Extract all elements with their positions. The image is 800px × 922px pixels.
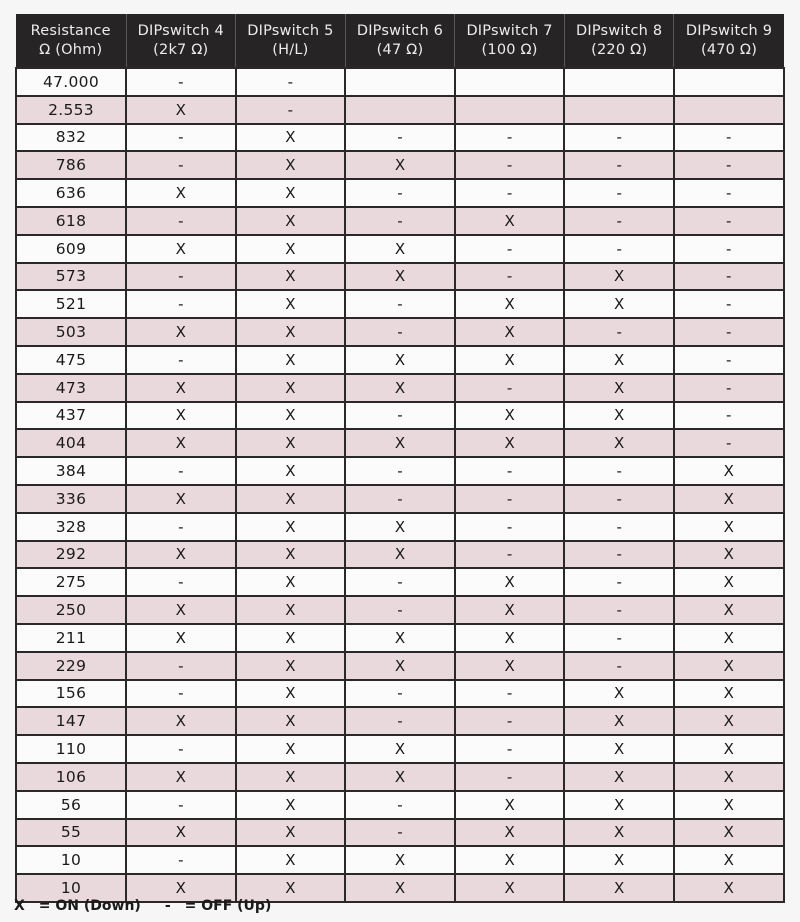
switch-state-cell: X (236, 763, 346, 791)
switch-state-cell: - (455, 374, 565, 402)
switch-state-cell: X (236, 457, 346, 485)
switch-state-cell: X (455, 207, 565, 235)
switch-state-cell: X (455, 874, 565, 902)
resistance-cell: 156 (16, 680, 126, 708)
switch-state-cell: - (564, 513, 674, 541)
table-row (16, 290, 784, 318)
switch-state-cell: - (674, 179, 784, 207)
switch-state-cell: X (455, 346, 565, 374)
legend-on-text: = ON (Down) (38, 898, 141, 914)
resistance-cell: 573 (16, 263, 126, 291)
switch-state-cell: X (345, 541, 455, 569)
switch-state-cell: X (236, 541, 346, 569)
switch-state-cell: X (236, 819, 346, 847)
header-title: DIPswitch 5 (247, 22, 334, 39)
switch-state-cell: - (674, 346, 784, 374)
resistance-cell: 404 (16, 429, 126, 457)
switch-state-cell: - (674, 151, 784, 179)
switch-state-cell: X (345, 263, 455, 291)
switch-state-cell: X (564, 763, 674, 791)
switch-state-cell: - (455, 485, 565, 513)
table-row (16, 707, 784, 735)
header-dipswitch (126, 14, 236, 68)
table-row (16, 846, 784, 874)
table-row (16, 596, 784, 624)
switch-state-cell: X (126, 763, 236, 791)
table-row (16, 207, 784, 235)
table-row (16, 763, 784, 791)
switch-state-cell: X (236, 263, 346, 291)
switch-state-cell: X (564, 819, 674, 847)
switch-state-cell: - (126, 346, 236, 374)
switch-state-cell: X (126, 96, 236, 124)
switch-state-cell: - (345, 707, 455, 735)
header-dipswitch (564, 14, 674, 68)
switch-state-cell: X (455, 846, 565, 874)
switch-state-cell: - (564, 124, 674, 152)
switch-state-cell: - (345, 485, 455, 513)
switch-state-cell: - (345, 791, 455, 819)
switch-state-cell: X (126, 429, 236, 457)
switch-state-cell: - (455, 707, 565, 735)
switch-state-cell: X (236, 151, 346, 179)
switch-state-cell: - (126, 680, 236, 708)
switch-state-cell: X (345, 874, 455, 902)
switch-state-cell: - (564, 568, 674, 596)
switch-state-cell: X (345, 429, 455, 457)
header-subtitle: (100 Ω) (481, 41, 538, 58)
switch-state-cell: - (126, 290, 236, 318)
switch-state-cell: X (126, 374, 236, 402)
header-title: Resistance (30, 22, 111, 39)
switch-state-cell: X (674, 624, 784, 652)
switch-state-cell: X (674, 735, 784, 763)
switch-state-cell: X (455, 791, 565, 819)
switch-state-cell: - (455, 735, 565, 763)
switch-state-cell: - (674, 290, 784, 318)
switch-state-cell: X (455, 402, 565, 430)
switch-state-cell: - (674, 374, 784, 402)
switch-state-cell: - (345, 207, 455, 235)
header-title: DIPswitch 4 (137, 22, 224, 39)
switch-state-cell: X (674, 652, 784, 680)
switch-state-cell: X (236, 429, 346, 457)
resistance-cell: 55 (16, 819, 126, 847)
header-dipswitch (236, 14, 346, 68)
switch-state-cell: X (564, 374, 674, 402)
switch-state-cell: - (564, 652, 674, 680)
switch-state-cell: X (674, 707, 784, 735)
switch-state-cell: X (674, 457, 784, 485)
switch-state-cell: X (455, 652, 565, 680)
resistance-cell: 384 (16, 457, 126, 485)
resistance-cell: 328 (16, 513, 126, 541)
table-row (16, 68, 784, 96)
resistance-cell: 106 (16, 763, 126, 791)
switch-state-cell: - (674, 235, 784, 263)
switch-state-cell: X (236, 735, 346, 763)
switch-state-cell: - (455, 179, 565, 207)
switch-state-cell: X (126, 596, 236, 624)
legend-off-symbol: - (164, 898, 171, 914)
switch-state-cell: X (126, 402, 236, 430)
switch-state-cell: - (564, 318, 674, 346)
switch-state-cell: X (455, 568, 565, 596)
header-dipswitch (455, 14, 565, 68)
switch-state-cell: X (564, 735, 674, 763)
switch-state-cell: X (674, 874, 784, 902)
table-row (16, 735, 784, 763)
switch-state-cell: X (236, 402, 346, 430)
switch-state-cell: - (126, 207, 236, 235)
header-subtitle: (2k7 Ω) (153, 41, 209, 58)
switch-state-cell: X (236, 374, 346, 402)
switch-state-cell: X (455, 290, 565, 318)
switch-state-cell: X (564, 290, 674, 318)
switch-state-cell: X (564, 429, 674, 457)
header-subtitle: (220 Ω) (591, 41, 648, 58)
switch-state-cell (455, 96, 565, 124)
switch-state-cell: - (126, 846, 236, 874)
switch-state-cell: X (345, 374, 455, 402)
switch-state-cell: X (236, 346, 346, 374)
switch-state-cell: - (455, 680, 565, 708)
switch-state-cell: X (345, 624, 455, 652)
switch-state-cell: X (236, 596, 346, 624)
table-row (16, 318, 784, 346)
table-row (16, 263, 784, 291)
switch-state-cell: X (236, 680, 346, 708)
switch-state-cell: X (126, 874, 236, 902)
switch-state-cell: X (126, 624, 236, 652)
switch-state-cell: X (345, 346, 455, 374)
resistance-cell: 47.000 (16, 68, 126, 96)
switch-state-cell: X (236, 652, 346, 680)
switch-state-cell: - (126, 568, 236, 596)
table-row (16, 513, 784, 541)
switch-state-cell: - (345, 402, 455, 430)
switch-state-cell: X (236, 624, 346, 652)
switch-state-cell: - (455, 763, 565, 791)
switch-state-cell: - (126, 513, 236, 541)
header-title: DIPswitch 8 (576, 22, 663, 39)
table-row (16, 346, 784, 374)
switch-state-cell: X (126, 179, 236, 207)
switch-state-cell (564, 96, 674, 124)
switch-state-cell: - (674, 318, 784, 346)
switch-state-cell: X (455, 819, 565, 847)
table-row (16, 179, 784, 207)
switch-state-cell: - (345, 290, 455, 318)
switch-state-cell: X (126, 235, 236, 263)
switch-state-cell: - (126, 68, 236, 96)
switch-state-cell: - (455, 235, 565, 263)
switch-state-cell: X (236, 707, 346, 735)
switch-state-cell: X (345, 151, 455, 179)
resistance-cell: 2.553 (16, 96, 126, 124)
resistance-cell: 211 (16, 624, 126, 652)
switch-state-cell: X (564, 846, 674, 874)
header-resistance (16, 14, 126, 68)
resistance-cell: 521 (16, 290, 126, 318)
switch-state-cell: X (236, 235, 346, 263)
switch-state-cell: X (455, 429, 565, 457)
switch-state-cell: X (126, 707, 236, 735)
table-row (16, 652, 784, 680)
table-row (16, 541, 784, 569)
switch-state-cell (345, 68, 455, 96)
resistance-cell: 636 (16, 179, 126, 207)
switch-state-cell: X (236, 485, 346, 513)
switch-state-cell: X (345, 763, 455, 791)
switch-state-cell: X (126, 819, 236, 847)
table-row (16, 791, 784, 819)
switch-state-cell: X (674, 541, 784, 569)
switch-state-cell: X (345, 652, 455, 680)
switch-state-cell: X (564, 402, 674, 430)
switch-state-cell: - (455, 513, 565, 541)
legend-on-symbol: X (14, 898, 25, 914)
switch-state-cell: X (564, 791, 674, 819)
switch-state-cell: - (126, 151, 236, 179)
table-row (16, 235, 784, 263)
switch-state-cell (345, 96, 455, 124)
switch-state-cell: X (674, 819, 784, 847)
table-row (16, 151, 784, 179)
switch-state-cell: - (345, 596, 455, 624)
switch-state-cell: X (236, 290, 346, 318)
resistance-cell: 147 (16, 707, 126, 735)
table-row (16, 624, 784, 652)
header-subtitle: (470 Ω) (700, 41, 758, 58)
switch-state-cell: X (674, 485, 784, 513)
switch-state-cell: - (345, 124, 455, 152)
switch-state-cell: X (126, 318, 236, 346)
resistance-cell: 275 (16, 568, 126, 596)
resistance-cell: 250 (16, 596, 126, 624)
resistance-cell: 10 (16, 846, 126, 874)
switch-state-cell: X (564, 707, 674, 735)
resistance-cell: 437 (16, 402, 126, 430)
switch-state-cell: X (455, 624, 565, 652)
switch-state-cell: - (564, 485, 674, 513)
switch-state-cell: - (345, 179, 455, 207)
table-row (16, 429, 784, 457)
legend-off-text: = OFF (Up) (184, 898, 272, 914)
resistance-cell: 475 (16, 346, 126, 374)
header-title: DIPswitch 9 (685, 22, 773, 39)
switch-state-cell: - (236, 68, 346, 96)
resistance-table (15, 14, 785, 903)
switch-state-cell: X (126, 541, 236, 569)
switch-state-cell: X (455, 318, 565, 346)
switch-state-cell (674, 68, 784, 96)
switch-state-cell: - (674, 429, 784, 457)
switch-state-cell: X (236, 318, 346, 346)
switch-state-cell: X (236, 874, 346, 902)
switch-state-cell: - (564, 457, 674, 485)
switch-state-cell: X (345, 735, 455, 763)
switch-state-cell: - (345, 318, 455, 346)
switch-state-cell: - (126, 263, 236, 291)
resistance-cell: 473 (16, 374, 126, 402)
switch-state-cell: X (674, 596, 784, 624)
switch-state-cell (564, 68, 674, 96)
switch-state-cell: - (455, 541, 565, 569)
switch-state-cell: X (345, 846, 455, 874)
header-dipswitch (674, 14, 784, 68)
resistance-cell: 10 (16, 874, 126, 902)
table-row (16, 568, 784, 596)
switch-state-cell: - (345, 568, 455, 596)
switch-state-cell: - (455, 151, 565, 179)
switch-state-cell: - (345, 680, 455, 708)
resistance-cell: 618 (16, 207, 126, 235)
resistance-cell: 609 (16, 235, 126, 263)
switch-state-cell: X (674, 680, 784, 708)
switch-state-cell: - (674, 124, 784, 152)
resistance-cell: 503 (16, 318, 126, 346)
switch-state-cell: - (564, 151, 674, 179)
header-subtitle: (H/L) (272, 41, 309, 58)
header-title: DIPswitch 7 (466, 22, 553, 39)
resistance-cell: 229 (16, 652, 126, 680)
switch-state-cell: X (236, 568, 346, 596)
switch-state-cell: - (674, 207, 784, 235)
switch-state-cell: X (455, 596, 565, 624)
table-body (16, 68, 784, 902)
switch-state-cell: - (455, 124, 565, 152)
switch-state-cell: - (564, 235, 674, 263)
switch-state-cell: X (564, 263, 674, 291)
switch-state-cell: X (236, 124, 346, 152)
switch-state-cell: - (455, 457, 565, 485)
switch-state-cell: X (674, 763, 784, 791)
table-row (16, 124, 784, 152)
table-row (16, 485, 784, 513)
switch-state-cell: - (564, 541, 674, 569)
switch-state-cell: X (236, 179, 346, 207)
switch-state-cell: - (674, 402, 784, 430)
switch-state-cell: - (126, 124, 236, 152)
resistance-cell: 292 (16, 541, 126, 569)
switch-state-cell: X (345, 513, 455, 541)
switch-state-cell: X (674, 791, 784, 819)
switch-state-cell: - (564, 207, 674, 235)
switch-state-cell: X (126, 485, 236, 513)
switch-state-cell: - (455, 263, 565, 291)
switch-state-cell: - (345, 457, 455, 485)
switch-state-cell: - (564, 179, 674, 207)
resistance-cell: 336 (16, 485, 126, 513)
table-row (16, 680, 784, 708)
switch-state-cell: - (126, 457, 236, 485)
header-dipswitch (345, 14, 455, 68)
table-row (16, 374, 784, 402)
legend (14, 898, 271, 914)
table-row (16, 402, 784, 430)
switch-state-cell: - (564, 596, 674, 624)
switch-state-cell: X (674, 568, 784, 596)
header-subtitle: Ω (Ohm) (39, 41, 103, 58)
table-header (16, 14, 784, 68)
switch-state-cell: X (674, 846, 784, 874)
resistance-cell: 110 (16, 735, 126, 763)
switch-state-cell (455, 68, 565, 96)
switch-state-cell: - (236, 96, 346, 124)
table-row (16, 457, 784, 485)
header-row (16, 14, 784, 68)
switch-state-cell: - (674, 263, 784, 291)
switch-state-cell: X (564, 680, 674, 708)
switch-state-cell: X (236, 846, 346, 874)
header-subtitle: (47 Ω) (376, 41, 424, 58)
switch-state-cell (674, 96, 784, 124)
switch-state-cell: X (564, 874, 674, 902)
switch-state-cell: X (236, 791, 346, 819)
switch-state-cell: - (564, 624, 674, 652)
table-row (16, 819, 784, 847)
switch-state-cell: - (126, 791, 236, 819)
switch-state-cell: X (236, 207, 346, 235)
switch-state-cell: X (674, 513, 784, 541)
header-title: DIPswitch 6 (356, 22, 444, 39)
switch-state-cell: X (236, 513, 346, 541)
switch-state-cell: - (126, 735, 236, 763)
resistance-cell: 56 (16, 791, 126, 819)
resistance-cell: 832 (16, 124, 126, 152)
switch-state-cell: - (345, 819, 455, 847)
switch-state-cell: X (345, 235, 455, 263)
table-row (16, 96, 784, 124)
resistance-cell: 786 (16, 151, 126, 179)
switch-state-cell: X (564, 346, 674, 374)
switch-state-cell: - (126, 652, 236, 680)
